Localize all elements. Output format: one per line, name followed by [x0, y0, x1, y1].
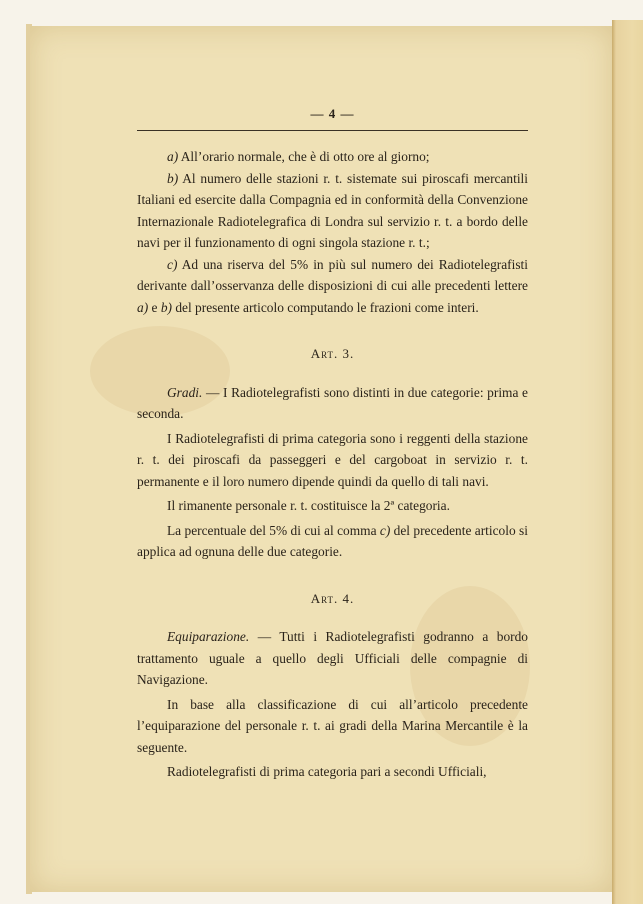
article-3-lead-text: — I Radiotelegrafisti sono distinti in due categorie: prima e seconda.	[137, 384, 528, 421]
paragraph-text: del precedente articolo si applica ad ognuna delle due categorie.	[137, 522, 528, 559]
list-item-b	[137, 168, 528, 254]
list-item-c	[137, 254, 528, 319]
list-item-text: del presente articolo computando le frazioni come interi.	[175, 299, 479, 315]
paragraph-text: La percentuale del 5% di cui al comma	[167, 522, 377, 538]
article-4-lead-text: — Tutti i Radiotelegrafisti godranno a bordo trattamento uguale a quello degli Ufficiali delle compagnie di Navigazione.	[137, 629, 528, 687]
article-4-paragraph: Radiotelegrafisti di prima categoria pari a secondi Ufficiali,	[167, 764, 487, 779]
article-3-paragraph: I Radiotelegrafisti di prima categoria sono i reggenti della stazione r. t. dei piroscafi da passeggeri e del cargoboat in servizio r. t. permanente e il loro numero dipende quindi da quello di tali navi.	[137, 430, 528, 489]
article-4-paragraph: In base alla classificazione di cui all’articolo precedente l’equiparazione del personale r. t. ai gradi della Marina Mercantile è la seguente.	[137, 696, 528, 755]
list-item-a	[137, 146, 528, 168]
article-3-paragraph: Il rimanente personale r. t. costituisce la 2ª categoria.	[167, 498, 450, 513]
reference-c: c)	[379, 522, 391, 538]
article-4-heading: Art. 4.	[310, 590, 355, 606]
article-4-lead	[137, 626, 528, 691]
reference-a: a)	[137, 299, 149, 315]
article-3-paragraph	[137, 520, 528, 563]
list-item-text: All’orario normale, che è di otto ore al giorno;	[180, 149, 430, 164]
page-number: — 4 —	[310, 106, 355, 121]
list-item-text: Ad una riserva del 5% in più sul numero dei Radiotelegrafisti derivante dall’osservanza delle disposizioni di cui alle precedenti lettere	[137, 256, 528, 293]
reference-b: b)	[160, 299, 172, 315]
list-item-label: a)	[167, 149, 179, 164]
article-3-heading: Art. 3.	[310, 346, 355, 361]
list-item-label: c)	[167, 256, 178, 272]
list-item-text: e	[151, 299, 158, 315]
article-3-title: Gradi.	[167, 384, 203, 400]
list-item-text: Al numero delle stazioni r. t. sistemate sui piroscafi mercantili Italiani ed esercite dalla Compagnia ed in conformità della Convenzione Internazionale Radiotelegrafica di Londra sul servizio r. t. a bordo delle navi per il funzionamento di ogni singola stazione r. t.;	[137, 170, 529, 250]
document-body	[137, 146, 528, 783]
article-4-title: Equiparazione.	[167, 629, 250, 644]
article-3-lead	[137, 382, 528, 425]
next-page-edge	[612, 20, 643, 904]
list-item-label: b)	[167, 170, 179, 186]
page-header	[137, 100, 528, 131]
